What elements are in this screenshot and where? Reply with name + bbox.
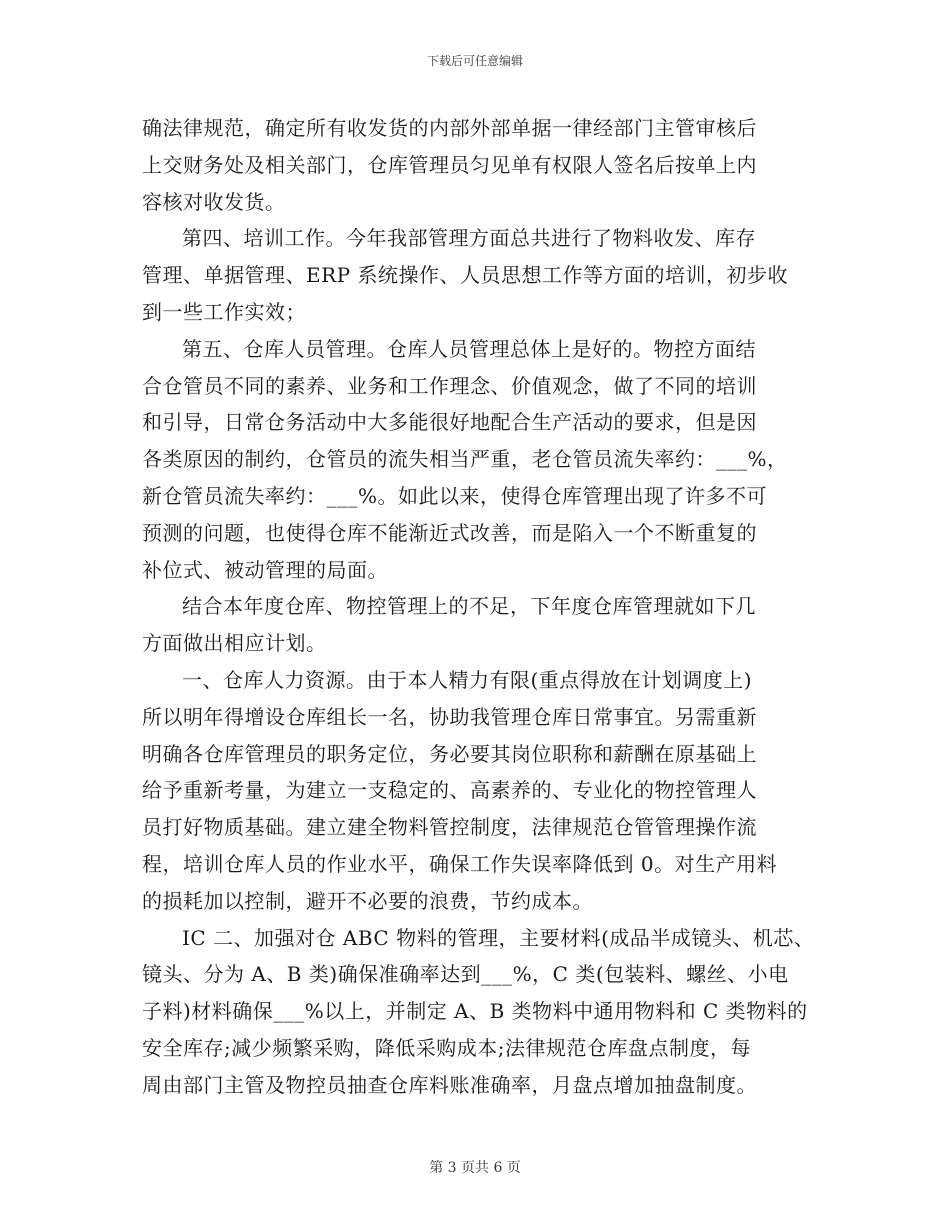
text-line: 明确各仓库管理员的职务定位，务必要其岗位职称和薪酬在原基础上 xyxy=(142,741,757,766)
text-line: 合仓管员不同的素养、业务和工作理念、价值观念，做了不同的培训 xyxy=(142,373,757,398)
text-line: 到一些工作实效； xyxy=(142,299,306,324)
text-line: IC 二、加强对仓 ABC 物料的管理，主要材料(成品半成镜头、机芯、 xyxy=(182,925,815,950)
text-line: 第四、培训工作。今年我部管理方面总共进行了物料收发、库存 xyxy=(182,226,756,251)
text-line: 一、仓库人力资源。由于本人精力有限(重点得放在计划调度上) xyxy=(182,667,753,692)
text-line: 镜头、分为 A、B 类)确保准确率达到___%，C 类(包装料、螺丝、小电 xyxy=(142,962,789,987)
text-line: 补位式、被动管理的局面。 xyxy=(142,557,388,582)
text-line: 的损耗加以控制，避开不必要的浪费，节约成本。 xyxy=(142,888,593,913)
page-header: 下载后可任意编辑 xyxy=(426,54,523,68)
text-line: 给予重新考量，为建立一支稳定的、高素养的、专业化的物控管理人 xyxy=(142,778,757,803)
text-line: 员打好物质基础。建立建全物料管控制度，法律规范仓管管理操作流 xyxy=(142,815,757,840)
text-line: 确法律规范，确定所有收发货的内部外部单据一律经部门主管审核后 xyxy=(142,116,757,140)
text-line: 第五、仓库人员管理。仓库人员管理总体上是好的。物控方面结 xyxy=(182,336,756,361)
text-line: 容核对收发货。 xyxy=(142,189,286,214)
text-line: 新仓管员流失率约：___%。如此以来，使得仓库管理出现了许多不可 xyxy=(142,483,768,508)
text-line: 上交财务处及相关部门，仓库管理员匀见单有权限人签名后按单上内 xyxy=(142,152,757,177)
document-body xyxy=(142,110,832,1104)
text-line: 预测的问题，也使得仓库不能渐近式改善，而是陷入一个不断重复的 xyxy=(142,520,757,545)
text-line: 周由部门主管及物控员抽查仓库料账准确率，月盘点增加抽盘制度。 xyxy=(142,1072,757,1097)
text-line: 所以明年得增设仓库组长一名，协助我管理仓库日常事宜。另需重新 xyxy=(142,704,757,729)
text-line: 子料)材料确保___%以上，并制定 A、B 类物料中通用物料和 C 类物料的 xyxy=(142,999,808,1024)
page-number-footer: 第 3 页共 6 页 xyxy=(429,1160,521,1176)
text-line: 程，培训仓库人员的作业水平，确保工作失误率降低到 0。对生产用料 xyxy=(142,851,778,876)
text-line: 管理、单据管理、ERP 系统操作、人员思想工作等方面的培训，初步收 xyxy=(142,263,788,288)
text-line: 各类原因的制约，仓管员的流失相当严重，老仓管员流失率约：___%， xyxy=(142,447,788,472)
text-line: 结合本年度仓库、物控管理上的不足，下年度仓库管理就如下几 xyxy=(182,594,756,619)
text-line: 和引导，日常仓务活动中大多能很好地配合生产活动的要求，但是因 xyxy=(142,410,757,435)
text-line: 方面做出相应计划。 xyxy=(142,631,327,656)
text-line: 安全库存;减少频繁采购，降低采购成本;法律规范仓库盘点制度，每 xyxy=(142,1035,751,1060)
